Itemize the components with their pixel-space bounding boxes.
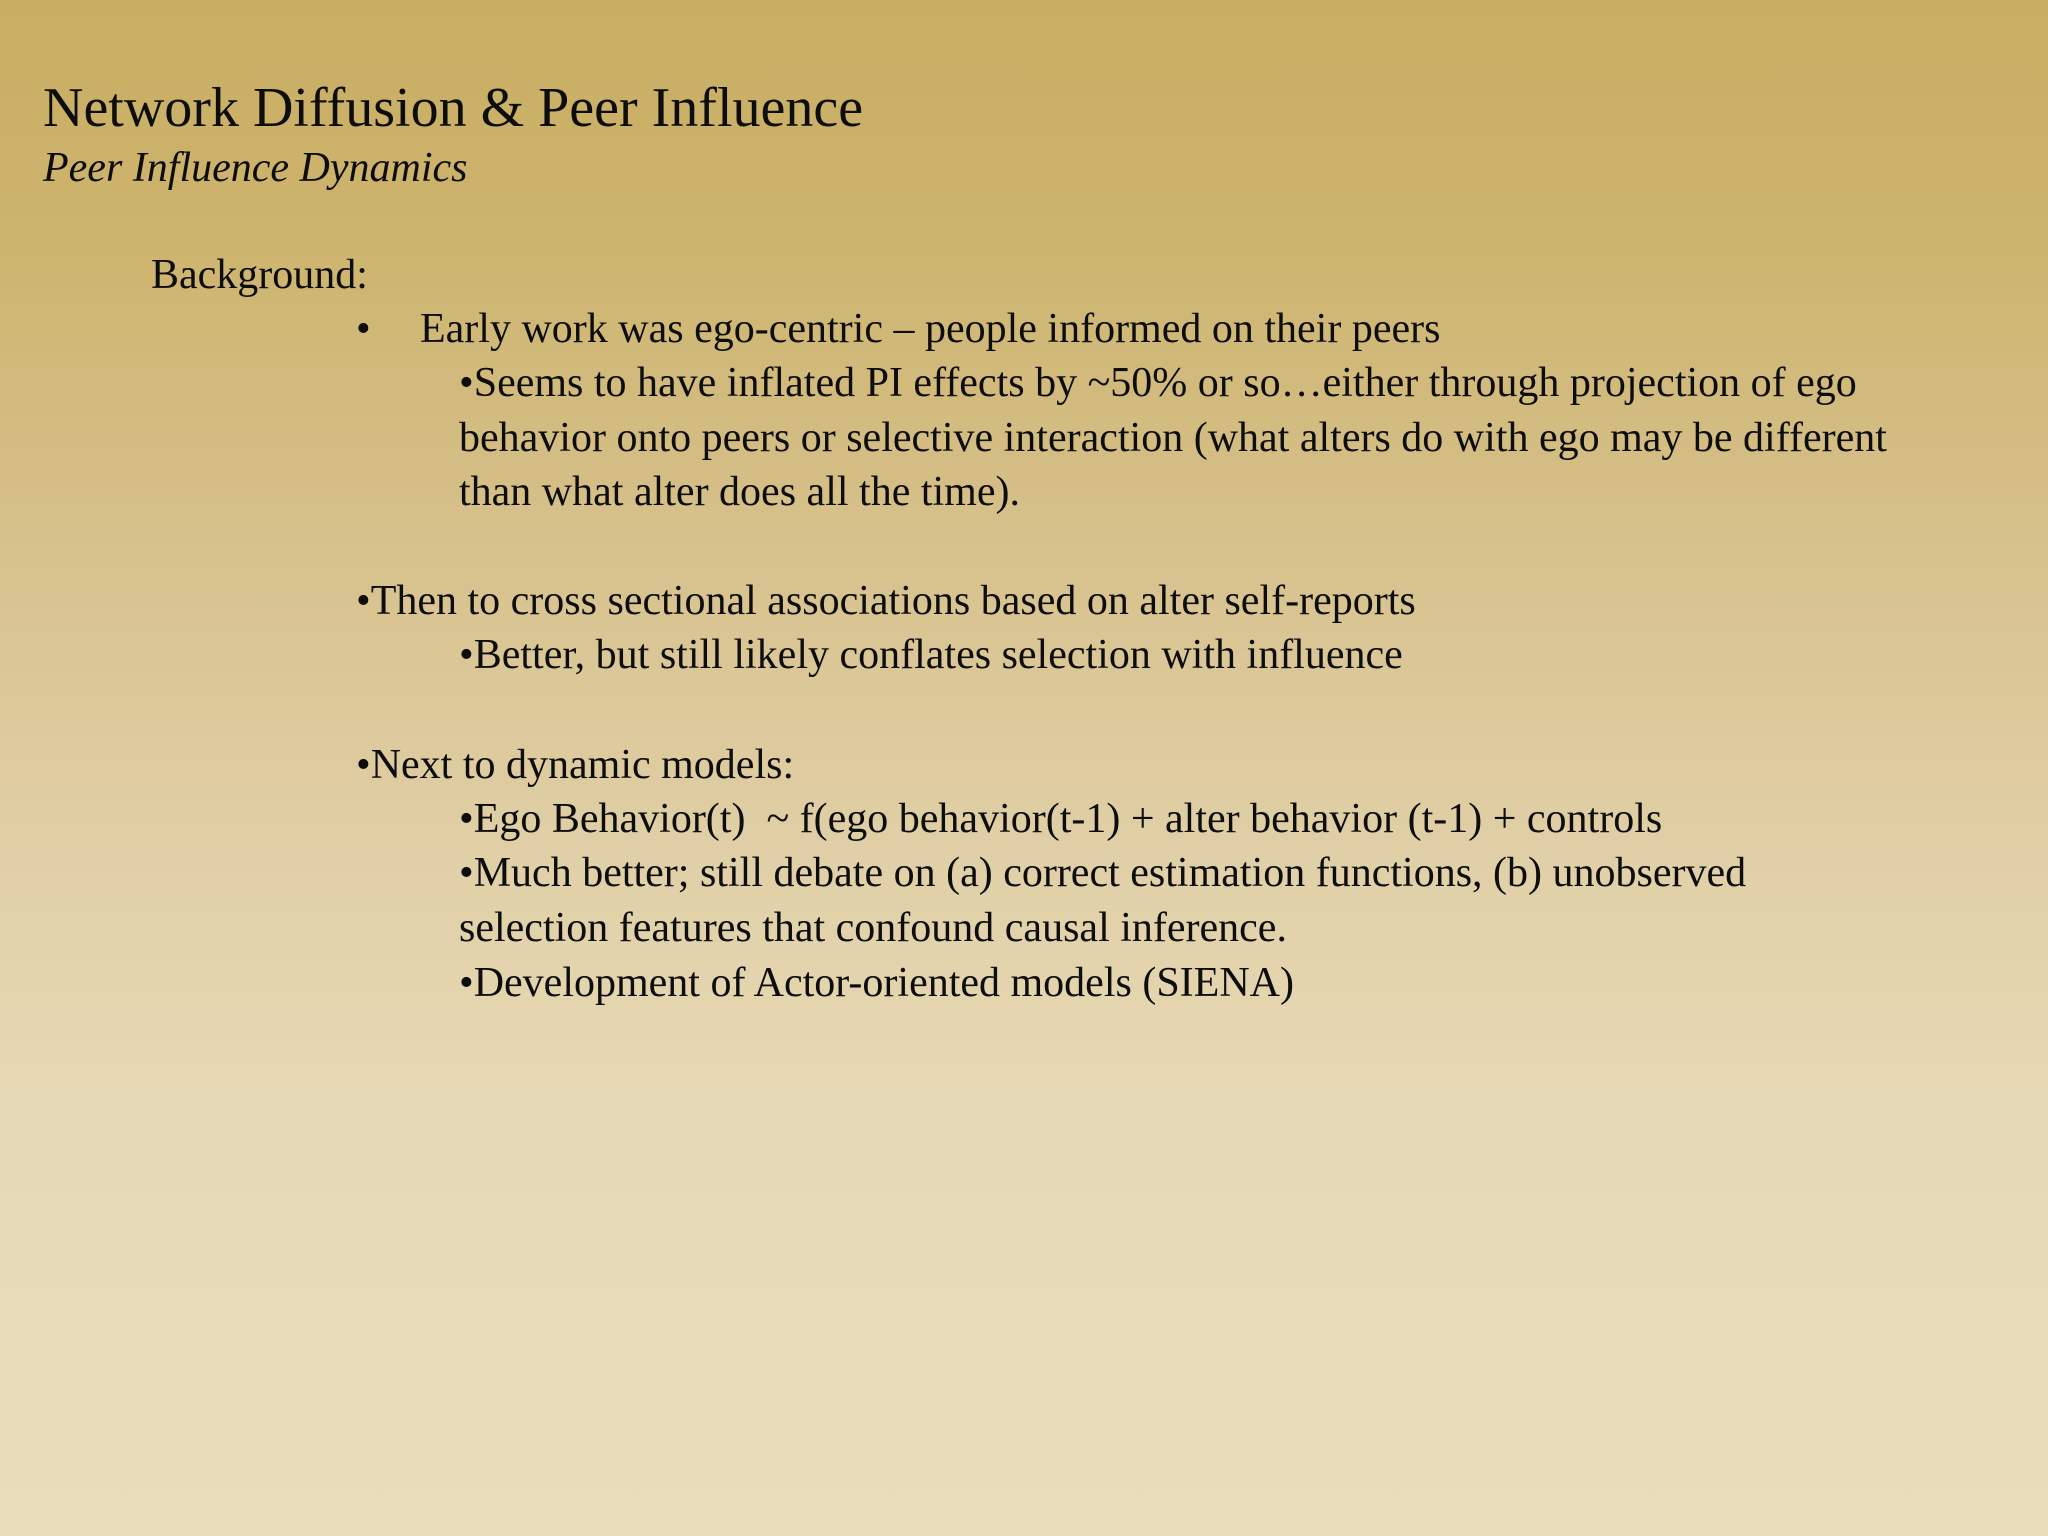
bullet-marker: • — [356, 306, 371, 352]
sub-bullet-much-better: •Much better; still debate on (a) correct estimation functions, (b) unobserved selection features that confound causal inference. — [459, 850, 1747, 951]
sub-bullet-ego-behavior: •Ego Behavior(t) ~ f(ego behavior(t-1) + alter behavior (t-1) + controls — [459, 796, 1663, 842]
slide-title: Network Diffusion & Peer Influence — [43, 77, 864, 139]
background-heading: Background: — [151, 252, 368, 298]
sub-bullet-better: •Better, but still likely conflates selection with influence — [459, 632, 1403, 678]
sub-bullet-inflated-effects: •Seems to have inflated PI effects by ~50% or so…either through projection of ego behavior onto peers or selective interaction (what alters do with ego may be different than what alter does all the time). — [459, 360, 1887, 515]
slide-subtitle: Peer Influence Dynamics — [43, 145, 468, 191]
bullet-cross-sectional: •Then to cross sectional associations based on alter self-reports — [356, 578, 1416, 624]
bullet-dynamic-models: •Next to dynamic models: — [356, 742, 795, 788]
bullet-early-work: Early work was ego-centric – people informed on their peers — [420, 306, 1441, 352]
sub-bullet-siena: •Development of Actor-oriented models (SIENA) — [459, 960, 1294, 1006]
